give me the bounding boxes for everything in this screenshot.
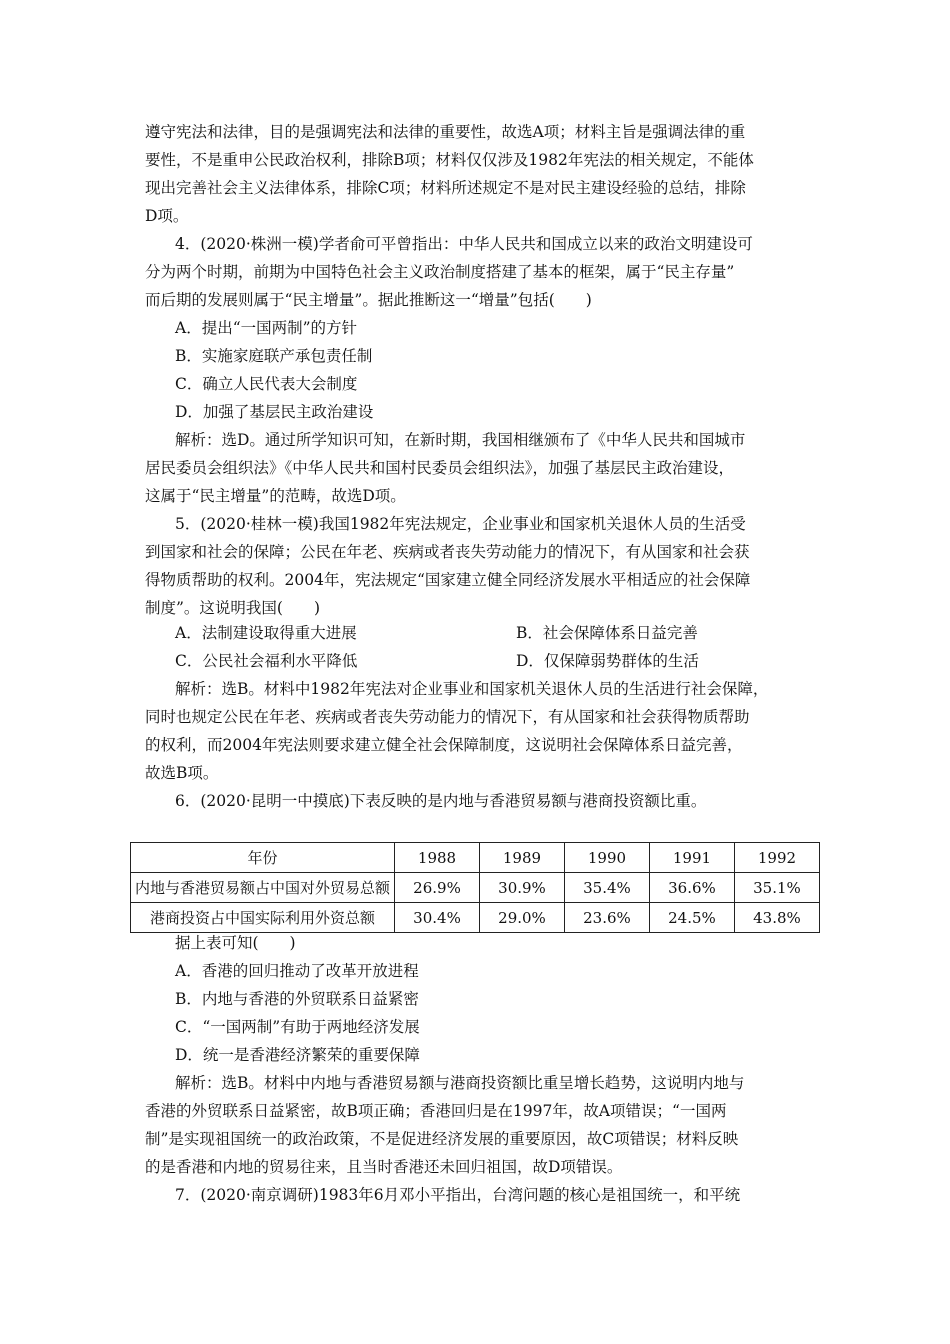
- option-d: D．加强了基层民主政治建设: [175, 403, 374, 421]
- text-line: 得物质帮助的权利。2004年，宪法规定“国家建立健全同经济发展水平相适应的社会保障: [145, 571, 751, 589]
- text-line: 同时也规定公民在年老、疾病或者丧失劳动能力的情况下，有从国家和社会获得物质帮助: [145, 708, 750, 726]
- question-7-stem: 7．(2020·南京调研)1983年6月邓小平指出，台湾问题的核心是祖国统一，和平统: [175, 1186, 741, 1204]
- table-cell: 1990: [564, 843, 649, 873]
- question-6-stem: 6．(2020·昆明一中摸底)下表反映的是内地与香港贸易额与港商投资额比重。: [175, 792, 707, 810]
- option-c: C．确立人民代表大会制度: [175, 375, 358, 393]
- text-line: 这属于“民主增量”的范畴，故选D项。: [145, 487, 406, 505]
- option-a: A．法制建设取得重大进展: [175, 624, 357, 642]
- table-row: [131, 873, 820, 903]
- answer-explanation: 解析：选B。材料中内地与香港贸易额与港商投资额比重呈增长趋势，这说明内地与: [175, 1074, 745, 1092]
- table-cell: 29.0%: [480, 903, 565, 933]
- table-cell: 30.4%: [395, 903, 480, 933]
- answer-explanation: 解析：选D。通过所学知识可知，在新时期，我国相继颁布了《中华人民共和国城市: [175, 431, 746, 449]
- option-c: C．“一国两制”有助于两地经济发展: [175, 1018, 420, 1036]
- option-c: C．公民社会福利水平降低: [175, 652, 358, 670]
- text-line: 到国家和社会的保障；公民在年老、疾病或者丧失劳动能力的情况下，有从国家和社会获: [145, 543, 750, 561]
- text-line: D项。: [145, 207, 189, 225]
- table-cell: 1989: [480, 843, 565, 873]
- option-b: B．实施家庭联产承包责任制: [175, 347, 373, 365]
- text-line: 要性，不是重申公民政治权利，排除B项；材料仅仅涉及1982年宪法的相关规定，不能体: [145, 151, 754, 169]
- table-cell: 43.8%: [734, 903, 819, 933]
- question-5-stem: 5．(2020·桂林一模)我国1982年宪法规定，企业事业和国家机关退休人员的生活受: [175, 515, 746, 533]
- table-cell: 1991: [649, 843, 734, 873]
- text-line: 故选B项。: [145, 764, 219, 782]
- table-cell: 年份: [131, 843, 395, 873]
- option-b: B．社会保障体系日益完善: [516, 624, 698, 642]
- text-line: 分为两个时期，前期为中国特色社会主义政治制度搭建了基本的框架，属于“民主存量”: [145, 263, 735, 281]
- table-cell: 30.9%: [480, 873, 565, 903]
- table-header-row: [131, 843, 820, 873]
- trade-investment-table: [130, 842, 820, 933]
- text-line: 居民委员会组织法》《中华人民共和国村民委员会组织法》，加强了基层民主政治建设，: [145, 459, 735, 477]
- text-line: 制”是实现祖国统一的政治政策，不是促进经济发展的重要原因，故C项错误；材料反映: [145, 1130, 739, 1148]
- answer-explanation: 解析：选B。材料中1982年宪法对企业事业和国家机关退休人员的生活进行社会保障，: [175, 680, 769, 698]
- question-6-prompt: 据上表可知( ): [175, 934, 296, 952]
- table-cell: 26.9%: [395, 873, 480, 903]
- table-cell: 1992: [734, 843, 819, 873]
- table-cell: 1988: [395, 843, 480, 873]
- text-line: 的是香港和内地的贸易往来，且当时香港还未回归祖国，故D项错误。: [145, 1158, 623, 1176]
- option-d: D．统一是香港经济繁荣的重要保障: [175, 1046, 420, 1064]
- table-cell: 23.6%: [564, 903, 649, 933]
- option-a: A．香港的回归推动了改革开放进程: [175, 962, 419, 980]
- option-b: B．内地与香港的外贸联系日益紧密: [175, 990, 419, 1008]
- text-line: 现出完善社会主义法律体系，排除C项；材料所述规定不是对民主建设经验的总结，排除: [145, 179, 746, 197]
- option-d: D．仅保障弱势群体的生活: [516, 652, 699, 670]
- text-line: 制度”。这说明我国( ): [145, 599, 321, 617]
- table-cell: 35.4%: [564, 873, 649, 903]
- table-cell: 24.5%: [649, 903, 734, 933]
- table-cell: 港商投资占中国实际利用外资总额: [131, 903, 395, 933]
- text-line: 的权利，而2004年宪法则要求建立健全社会保障制度，这说明社会保障体系日益完善，: [145, 736, 743, 754]
- text-line: 而后期的发展则属于“民主增量”。据此推断这一“增量”包括( ): [145, 291, 592, 309]
- option-a: A．提出“一国两制”的方针: [175, 319, 358, 337]
- question-4-stem: 4．(2020·株洲一模)学者俞可平曾指出：中华人民共和国成立以来的政治文明建设可: [175, 235, 753, 253]
- table-cell: 35.1%: [734, 873, 819, 903]
- table-row: [131, 903, 820, 933]
- text-line: 香港的外贸联系日益紧密，故B项正确；香港回归是在1997年，故A项错误；“一国两: [145, 1102, 727, 1120]
- table-cell: 内地与香港贸易额占中国对外贸易总额: [131, 873, 395, 903]
- table-cell: 36.6%: [649, 873, 734, 903]
- text-line: 遵守宪法和法律，目的是强调宪法和法律的重要性，故选A项；材料主旨是强调法律的重: [145, 123, 746, 141]
